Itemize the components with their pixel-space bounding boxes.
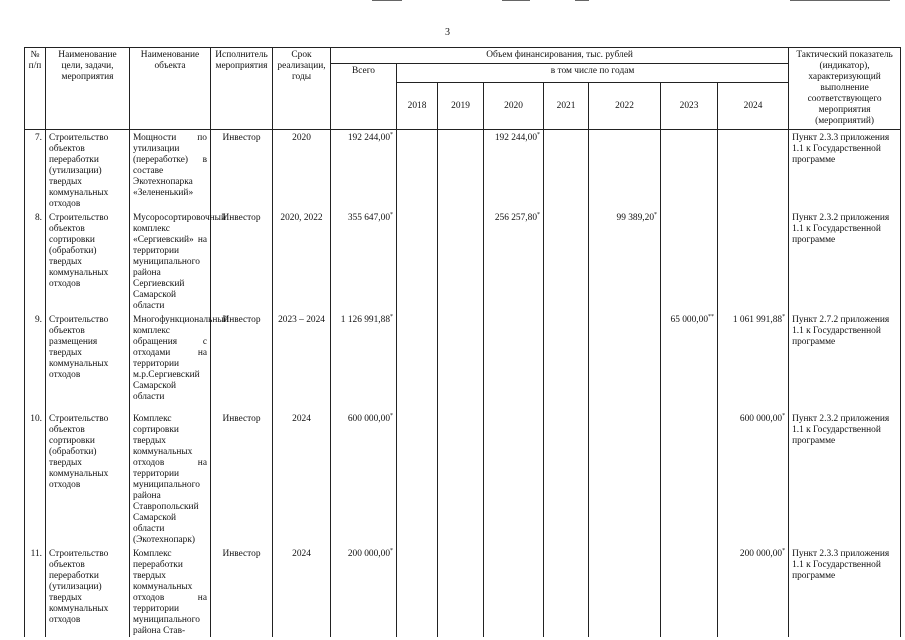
- row-total-value: 355 647,00: [347, 213, 390, 223]
- header-year-2020: 2020: [484, 83, 544, 130]
- row-y2021: [544, 130, 589, 211]
- footnote-mark: *: [390, 547, 393, 554]
- row-executor: Инвестор: [211, 210, 273, 312]
- table-row: [25, 130, 901, 211]
- row-y2020-value: 256 257,80: [494, 213, 537, 223]
- funding-plan-table: [24, 47, 901, 637]
- row-task: Строительство объектов размещения твердых коммунальных отходов: [46, 312, 130, 411]
- row-total-value: 600 000,00: [347, 414, 390, 424]
- row-y2021: [544, 210, 589, 312]
- header-year-2021: 2021: [544, 83, 589, 130]
- table-row: [25, 546, 901, 637]
- row-y2019: [438, 210, 484, 312]
- header-year-2024: 2024: [718, 83, 789, 130]
- row-executor: Инвестор: [211, 130, 273, 211]
- row-period: 2024: [273, 411, 331, 546]
- row-y2022: [589, 130, 661, 211]
- row-y2022: [589, 546, 661, 637]
- footnote-mark: **: [708, 313, 714, 320]
- row-y2023: [661, 411, 718, 546]
- row-y2022: [589, 210, 661, 312]
- row-y2020: [484, 546, 544, 637]
- row-total-value: 192 244,00: [347, 133, 390, 143]
- row-indicator: Пункт 2.3.3 приложения 1.1 к Государственной программе: [789, 130, 901, 211]
- row-indicator: Пункт 2.3.2 приложения 1.1 к Государственной программе: [789, 411, 901, 546]
- footnote-mark: *: [782, 547, 786, 554]
- row-y2019: [438, 130, 484, 211]
- footnote-mark: *: [537, 211, 540, 218]
- row-y2024-value: 600 000,00: [739, 414, 783, 424]
- footnote-mark: *: [390, 412, 393, 419]
- row-y2019: [438, 312, 484, 411]
- row-y2018: [397, 546, 438, 637]
- row-y2022: [589, 411, 661, 546]
- row-object: Комплекс переработки твердых коммунальных отходов на территории муниципального района Став-: [130, 546, 211, 637]
- row-y2023: [661, 546, 718, 637]
- table-body: [25, 130, 901, 638]
- header-by-years: в том числе по годам: [397, 64, 789, 83]
- row-y2024: [718, 210, 789, 312]
- page-number: 3: [445, 27, 450, 38]
- row-task: Строительство объектов сортировки (обработки) твердых коммунальных отходов: [46, 411, 130, 546]
- header-executor: Исполнитель мероприятия: [211, 48, 273, 130]
- row-y2021: [544, 312, 589, 411]
- row-indicator: Пункт 2.3.2 приложения 1.1 к Государственной программе: [789, 210, 901, 312]
- row-executor: Инвестор: [211, 546, 273, 637]
- footnote-mark: *: [782, 313, 786, 320]
- table-row: [25, 411, 901, 546]
- row-y2018: [397, 411, 438, 546]
- row-num: 9.: [25, 312, 46, 411]
- row-y2023-value: 65 000,00: [670, 315, 708, 325]
- row-y2022: [589, 312, 661, 411]
- row-period: 2023 – 2024: [273, 312, 331, 411]
- header-total: Всего: [331, 64, 397, 130]
- row-y2024: [718, 411, 789, 546]
- footnote-mark: *: [390, 131, 393, 138]
- table-header: [25, 48, 901, 130]
- row-y2023: [661, 312, 718, 411]
- row-period: 2024: [273, 546, 331, 637]
- header-year-2019: 2019: [438, 83, 484, 130]
- row-y2024: [718, 130, 789, 211]
- row-y2021: [544, 411, 589, 546]
- footnote-mark: *: [390, 313, 393, 320]
- row-task: Строительство объектов переработки (утилизации) твердых коммунальных отходов: [46, 546, 130, 637]
- row-total: [331, 546, 397, 637]
- footnote-mark: *: [782, 412, 786, 419]
- row-y2024: [718, 546, 789, 637]
- row-y2020-value: 192 244,00: [494, 133, 537, 143]
- row-total-value: 200 000,00: [347, 549, 390, 559]
- row-y2024-value: 1 061 991,88: [732, 315, 783, 325]
- row-indicator: Пункт 2.7.2 приложения 1.1 к Государственной программе: [789, 312, 901, 411]
- header-year-2022: 2022: [589, 83, 661, 130]
- row-total: [331, 312, 397, 411]
- row-total: [331, 130, 397, 211]
- row-y2020: [484, 210, 544, 312]
- header-object: Наименование объекта: [130, 48, 211, 130]
- footnote-mark: *: [654, 211, 657, 218]
- row-y2020: [484, 312, 544, 411]
- header-funding: Объем финансирования, тыс. рублей: [331, 48, 789, 64]
- row-total-value: 1 126 991,88: [340, 315, 390, 325]
- row-object: Мощности по утилизации (переработке) в составе Экотехнопарка «Зелененький»: [130, 130, 211, 211]
- header-year-2023: 2023: [661, 83, 718, 130]
- footnote-mark: *: [537, 131, 540, 138]
- row-y2020: [484, 411, 544, 546]
- header-task: Наименование цели, задачи, мероприятия: [46, 48, 130, 130]
- row-task: Строительство объектов сортировки (обработки) твердых коммунальных отходов: [46, 210, 130, 312]
- table-row: [25, 210, 901, 312]
- row-y2022-value: 99 389,20: [616, 213, 654, 223]
- row-object: Мусоросортировочный комплекс «Сергиевский» на территории муниципального района Сергиевский Самарской области: [130, 210, 211, 312]
- row-num: 10.: [25, 411, 46, 546]
- row-y2023: [661, 130, 718, 211]
- row-executor: Инвестор: [211, 312, 273, 411]
- row-y2018: [397, 130, 438, 211]
- row-y2019: [438, 411, 484, 546]
- row-period: 2020: [273, 130, 331, 211]
- row-object: Многофункциональный комплекс обращения с отходами на территории м.р.Сергиевский Самарской области: [130, 312, 211, 411]
- row-y2021: [544, 546, 589, 637]
- row-y2024: [718, 312, 789, 411]
- footnote-mark: *: [390, 211, 393, 218]
- row-object: Комплекс сортировки твердых коммунальных отходов на территории муниципального района Ставропольский Самарской области (Экотехнопарк): [130, 411, 211, 546]
- row-y2018: [397, 312, 438, 411]
- header-num: № п/п: [25, 48, 46, 130]
- row-num: 7.: [25, 130, 46, 211]
- row-total: [331, 210, 397, 312]
- row-num: 11.: [25, 546, 46, 637]
- row-y2024-value: 200 000,00: [739, 549, 783, 559]
- row-num: 8.: [25, 210, 46, 312]
- row-total: [331, 411, 397, 546]
- header-period: Срок реализации, годы: [273, 48, 331, 130]
- row-period: 2020, 2022: [273, 210, 331, 312]
- header-indicator: Тактический показатель (индикатор), характеризующий выполнение соответствующего мероприятия (мероприятий): [789, 48, 901, 130]
- row-task: Строительство объектов переработки (утилизации) твердых коммунальных отходов: [46, 130, 130, 211]
- table-row: [25, 312, 901, 411]
- row-y2018: [397, 210, 438, 312]
- row-y2023: [661, 210, 718, 312]
- row-y2020: [484, 130, 544, 211]
- row-y2019: [438, 546, 484, 637]
- header-year-2018: 2018: [397, 83, 438, 130]
- row-executor: Инвестор: [211, 411, 273, 546]
- row-indicator: Пункт 2.3.3 приложения 1.1 к Государственной программе: [789, 546, 901, 637]
